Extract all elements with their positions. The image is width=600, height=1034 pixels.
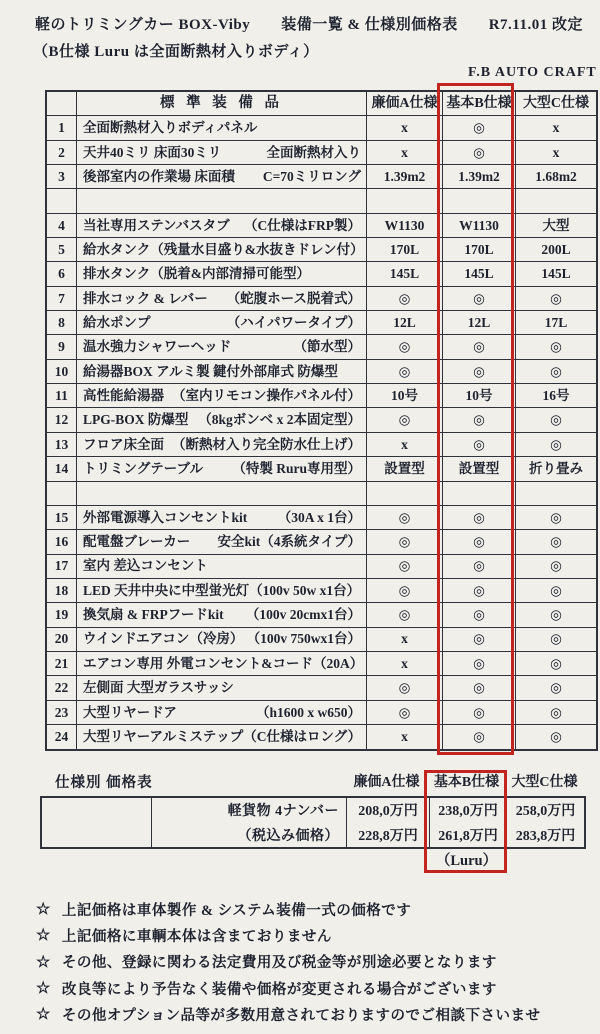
equipment-item-spec: （100v 750wx1台） — [246, 631, 361, 647]
equipment-table — [45, 90, 598, 751]
row-number: 4 — [47, 214, 77, 238]
equipment-item-cell — [77, 457, 367, 481]
document-title: 軽のトリミングカー BOX-Viby — [35, 17, 251, 33]
value-grade-a: ◎ — [367, 603, 443, 627]
value-grade-a: x — [367, 433, 443, 457]
value-grade-b — [443, 189, 516, 213]
equipment-item-name: 排水コック & レバー — [83, 290, 208, 306]
document-header — [35, 13, 583, 34]
price-header-grade-a: 廉価A仕様 — [353, 775, 420, 790]
equipment-item-cell — [77, 116, 367, 140]
row-number: 5 — [47, 238, 77, 262]
equipment-item-cell — [77, 311, 367, 335]
equipment-item-cell — [77, 189, 367, 213]
footnote-text: 改良等により予告なく装備や価格が変更される場合がございます — [61, 981, 497, 998]
value-grade-b: ◎ — [443, 116, 516, 140]
value-grade-a: x — [367, 725, 443, 749]
value-grade-c: ◎ — [516, 628, 596, 652]
equipment-item-cell — [77, 262, 367, 286]
footnote-line — [36, 1001, 541, 1027]
grade-b-model-note: （Luru） — [435, 853, 498, 869]
equipment-item-name: 給湯器BOX アルミ製 鍵付外部扉式 防爆型 — [83, 363, 338, 379]
star-icon: ☆ — [36, 1006, 51, 1024]
equipment-item-spec: （蛇腹ホース脱着式） — [226, 290, 361, 306]
equipment-item-name: 外部電源導入コンセントkit — [83, 509, 248, 525]
value-grade-a: 145L — [367, 262, 443, 286]
value-grade-b: ◎ — [443, 701, 516, 725]
value-grade-b: ◎ — [443, 506, 516, 530]
value-grade-a: 170L — [367, 238, 443, 262]
footnote-line — [36, 975, 541, 1001]
value-grade-a: W1130 — [367, 214, 443, 238]
footnote-text: その他オプション品等が多数用意されておりますのでご相談下さいませ — [61, 1007, 541, 1024]
equipment-item-name: 全面断熱材入りボディパネル — [83, 120, 258, 136]
value-grade-b: ◎ — [443, 603, 516, 627]
star-icon: ☆ — [36, 980, 51, 998]
equipment-item-cell — [77, 433, 367, 457]
equipment-item-name: 配電盤ブレーカー — [83, 534, 191, 550]
equipment-item-cell — [77, 725, 367, 749]
equipment-item-cell — [77, 676, 367, 700]
value-grade-c: ◎ — [516, 579, 596, 603]
equipment-item-cell — [77, 360, 367, 384]
row-number: 10 — [47, 360, 77, 384]
value-grade-b: 145L — [443, 262, 516, 286]
equipment-item-spec: 全面断熱材入り — [266, 144, 361, 160]
value-grade-b: ◎ — [443, 652, 516, 676]
row-number: 19 — [47, 603, 77, 627]
value-grade-c: ◎ — [516, 530, 596, 554]
value-grade-b: W1130 — [443, 214, 516, 238]
equipment-item-name: ウインドエアコン（冷房） — [83, 631, 244, 647]
equipment-item-spec: （節水型） — [293, 339, 361, 355]
equipment-item-cell — [77, 530, 367, 554]
row-number: 11 — [47, 384, 77, 408]
equipment-item-name: 高性能給湯器 — [83, 388, 164, 404]
row-number: 20 — [47, 628, 77, 652]
equipment-item-cell — [77, 141, 367, 165]
equipment-item-name: LPG-BOX 防爆型 — [83, 412, 189, 428]
value-grade-b: ◎ — [443, 676, 516, 700]
value-grade-c: ◎ — [516, 701, 596, 725]
equipment-item-spec: （C仕様はFRP製） — [244, 217, 361, 233]
equipment-item-cell — [77, 652, 367, 676]
footnote-text: 上記価格は車体製作 & システム装備一式の価格です — [61, 902, 412, 919]
value-grade-a: ◎ — [367, 287, 443, 311]
price-row2-grade-a: 228,8万円 — [347, 823, 430, 848]
equipment-item-cell — [77, 214, 367, 238]
value-grade-b: ◎ — [443, 628, 516, 652]
row-number: 7 — [47, 287, 77, 311]
price-row1-grade-c: 258,0万円 — [515, 804, 576, 820]
equipment-item-name: 大型リヤードア — [83, 704, 177, 720]
row-number: 12 — [47, 408, 77, 432]
value-grade-c: ◎ — [516, 676, 596, 700]
row-number: 15 — [47, 506, 77, 530]
value-grade-b: ◎ — [443, 408, 516, 432]
footnote-text: その他、登録に関わる法定費用及び税金等が別途必要となります — [61, 955, 497, 972]
value-grade-a: ◎ — [367, 701, 443, 725]
value-grade-c — [516, 482, 596, 506]
row-number: 16 — [47, 530, 77, 554]
footnote-line — [36, 922, 541, 948]
value-grade-c: ◎ — [516, 433, 596, 457]
equipment-item-name: 天井40ミリ 床面30ミリ — [83, 144, 222, 160]
equipment-item-spec: （30A x 1台） — [277, 509, 361, 525]
value-grade-a: x — [367, 141, 443, 165]
equipment-item-name: 換気扇 & FRPフードkit — [83, 607, 224, 623]
value-grade-b: ◎ — [443, 360, 516, 384]
price-row1-grade-b: 238,0万円 — [430, 798, 507, 823]
price-row2-grade-b: 261,8万円 — [430, 823, 507, 848]
value-grade-c: ◎ — [516, 335, 596, 359]
row-number: 3 — [47, 165, 77, 189]
value-grade-c: 16号 — [516, 384, 596, 408]
row-number: 1 — [47, 116, 77, 140]
value-grade-a: ◎ — [367, 676, 443, 700]
value-grade-b: ◎ — [443, 555, 516, 579]
equipment-item-cell — [77, 335, 367, 359]
value-grade-a: ◎ — [367, 335, 443, 359]
row-number — [47, 482, 77, 506]
value-grade-a: ◎ — [367, 506, 443, 530]
equipment-item-spec: （100v 20cmx1台） — [245, 607, 361, 623]
value-grade-a: 10号 — [367, 384, 443, 408]
revision-date: R7.11.01 改定 — [488, 17, 583, 33]
column-header-item: 標 準 装 備 品 — [77, 92, 367, 116]
price-header-grade-b: 基本B仕様 — [433, 775, 500, 790]
value-grade-a: 1.39m2 — [367, 165, 443, 189]
equipment-item-cell — [77, 384, 367, 408]
value-grade-a: ◎ — [367, 579, 443, 603]
value-grade-a: 設置型 — [367, 457, 443, 481]
value-grade-a: x — [367, 116, 443, 140]
value-grade-b: 設置型 — [443, 457, 516, 481]
equipment-item-name: エアコン専用 外電コンセント&コード（20A） — [83, 655, 364, 671]
row-number: 22 — [47, 676, 77, 700]
price-table — [40, 796, 586, 849]
equipment-item-name: 後部室内の作業場 床面積 — [83, 168, 235, 184]
equipment-item-cell — [77, 555, 367, 579]
equipment-item-cell — [77, 165, 367, 189]
value-grade-c: x — [516, 141, 596, 165]
price-header-grade-c: 大型C仕様 — [511, 775, 578, 790]
value-grade-c: ◎ — [550, 729, 562, 745]
equipment-item-cell — [77, 506, 367, 530]
row-number: 9 — [47, 335, 77, 359]
value-grade-b: ◎ — [443, 141, 516, 165]
equipment-item-spec: （室内リモコン操作パネル付） — [172, 388, 361, 404]
equipment-item-name: 大型リヤーアルミステップ（C仕様はロング） — [83, 729, 362, 745]
footnotes — [36, 896, 541, 1027]
value-grade-c: ◎ — [516, 506, 596, 530]
row-number: 21 — [47, 652, 77, 676]
equipment-item-name: 排水タンク（脱着&内部清掃可能型） — [83, 266, 310, 282]
row-number: 8 — [47, 311, 77, 335]
brand-name: F.B AUTO CRAFT — [468, 65, 597, 80]
equipment-item-cell — [77, 238, 367, 262]
equipment-item-cell — [77, 287, 367, 311]
value-grade-c: ◎ — [516, 652, 596, 676]
value-grade-b: 170L — [443, 238, 516, 262]
equipment-item-name: 温水強力シャワーヘッド — [83, 339, 232, 355]
equipment-item-spec: C=70ミリロング — [262, 168, 361, 184]
value-grade-b: ◎ — [443, 579, 516, 603]
equipment-item-cell — [77, 482, 367, 506]
equipment-item-spec: （8kgボンベ x 2本固定型） — [198, 412, 361, 428]
equipment-item-name: 当社専用ステンバスタブ — [83, 217, 230, 233]
equipment-item-cell — [77, 408, 367, 432]
footnote-line — [36, 949, 541, 975]
corner-cell — [47, 92, 77, 116]
value-grade-a: x — [367, 628, 443, 652]
price-table-caption: 仕様別 価格表 — [55, 775, 153, 791]
column-header-grade-b: 基本B仕様 — [443, 92, 516, 116]
price-table-empty-cell — [42, 798, 152, 847]
star-icon: ☆ — [36, 901, 51, 919]
equipment-item-name: 給水ポンプ — [83, 315, 151, 331]
row-number: 24 — [47, 725, 77, 749]
price-row1-grade-a: 208,0万円 — [347, 798, 430, 823]
value-grade-c: 17L — [516, 311, 596, 335]
value-grade-c: ◎ — [516, 555, 596, 579]
spec-note: （B仕様 Luru は全面断熱材入りボディ） — [33, 44, 319, 60]
row-number: 6 — [47, 262, 77, 286]
row-number: 23 — [47, 701, 77, 725]
value-grade-c: x — [516, 116, 596, 140]
value-grade-b: ◎ — [443, 433, 516, 457]
value-grade-b: ◎ — [443, 287, 516, 311]
value-grade-c: 1.68m2 — [516, 165, 596, 189]
value-grade-c: 折り畳み — [516, 457, 596, 481]
column-header-grade-c: 大型C仕様 — [516, 92, 596, 116]
value-grade-c: ◎ — [516, 408, 596, 432]
value-grade-a — [367, 189, 443, 213]
value-grade-a: ◎ — [367, 530, 443, 554]
equipment-item-cell — [77, 701, 367, 725]
value-grade-c: 200L — [516, 238, 596, 262]
value-grade-c: ◎ — [516, 360, 596, 384]
value-grade-a — [367, 482, 443, 506]
equipment-item-spec: （特製 Ruru専用型） — [232, 461, 361, 477]
row-number: 17 — [47, 555, 77, 579]
column-header-grade-a: 廉価A仕様 — [367, 92, 443, 116]
value-grade-c: ◎ — [516, 603, 596, 627]
price-row2-label: （税込み価格） — [152, 823, 347, 848]
equipment-item-spec: 安全kit（4系統タイプ） — [217, 534, 361, 550]
value-grade-c: 145L — [516, 262, 596, 286]
equipment-item-name: フロア床全面 — [83, 436, 164, 452]
value-grade-a: ◎ — [367, 360, 443, 384]
row-number: 14 — [47, 457, 77, 481]
equipment-item-cell — [77, 628, 367, 652]
price-row1-label: 軽貨物 4ナンバー — [152, 798, 347, 823]
value-grade-c: ◎ — [516, 287, 596, 311]
equipment-item-name: トリミングテーブル — [83, 461, 204, 477]
equipment-item-spec: （残量水目盛り&水抜きドレン付） — [150, 241, 364, 257]
row-number — [47, 189, 77, 213]
value-grade-b — [443, 482, 516, 506]
row-number: 13 — [47, 433, 77, 457]
price-row2-grade-c: 283,8万円 — [515, 828, 576, 844]
equipment-item-spec: （断熱材入り完全防水仕上げ） — [172, 436, 361, 452]
row-number: 2 — [47, 141, 77, 165]
star-icon: ☆ — [36, 953, 51, 971]
value-grade-c: 大型 — [516, 214, 596, 238]
value-grade-b: 12L — [443, 311, 516, 335]
value-grade-c — [516, 189, 596, 213]
equipment-item-name: 給水タンク — [83, 241, 151, 257]
value-grade-a: 12L — [367, 311, 443, 335]
equipment-item-cell — [77, 579, 367, 603]
value-grade-b: 1.39m2 — [443, 165, 516, 189]
equipment-item-spec: （ハイパワータイプ） — [226, 315, 361, 331]
value-grade-b: ◎ — [443, 335, 516, 359]
value-grade-b: ◎ — [443, 725, 516, 749]
row-number: 18 — [47, 579, 77, 603]
value-grade-a: ◎ — [367, 408, 443, 432]
footnote-text: 上記価格に車輌本体は含まておりません — [61, 928, 332, 945]
equipment-item-spec: （h1600 x w650） — [255, 704, 361, 720]
value-grade-b: 10号 — [443, 384, 516, 408]
value-grade-a: ◎ — [367, 555, 443, 579]
equipment-item-name: LED 天井中央に中型蛍光灯（100v 50w x1台） — [83, 582, 361, 598]
value-grade-a: x — [367, 652, 443, 676]
document-subtitle-mid: 装備一覧 & 仕様別価格表 — [281, 17, 458, 33]
equipment-item-cell — [77, 603, 367, 627]
equipment-item-name: 室内 差込コンセント — [83, 558, 208, 574]
value-grade-b: ◎ — [443, 530, 516, 554]
star-icon: ☆ — [36, 927, 51, 945]
equipment-item-name: 左側面 大型ガラスサッシ — [83, 680, 234, 696]
footnote-line — [36, 896, 541, 922]
